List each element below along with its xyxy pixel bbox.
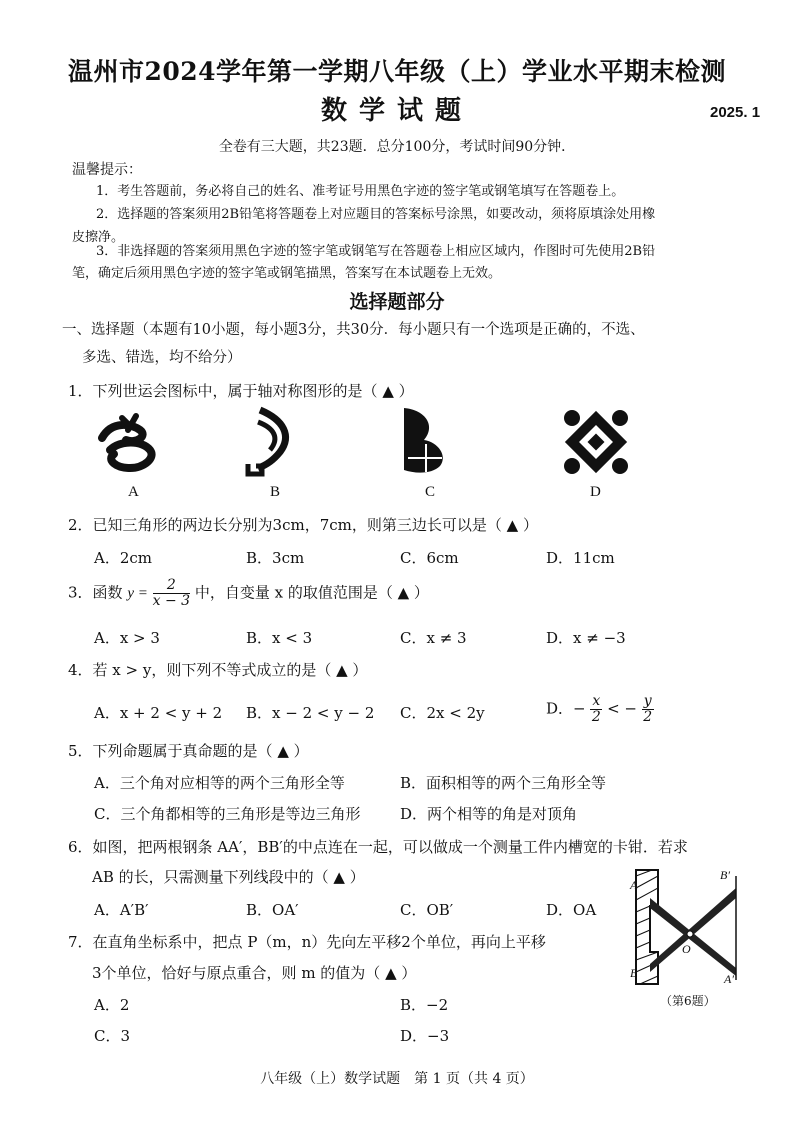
icon-option-c <box>396 404 456 476</box>
q5-option-b: B．面积相等的两个三角形全等 <box>400 774 607 792</box>
q4-optd-den2: 2 <box>643 709 653 725</box>
q2-option-d: D．11cm <box>546 549 615 567</box>
q4-optd-frac2 <box>642 694 654 725</box>
q2-option-a: A．2cm <box>94 549 153 567</box>
page-footer: 八年级（上）数学试题 第 1 页（共 4 页） <box>260 1071 534 1087</box>
question-6-line1: 6．如图，把两根钢条 AA′，BB′的中点连在一起，可以做成一个测量工件内槽宽的卡钳．若求 <box>68 838 688 856</box>
q3-option-c: C．x ≠ 3 <box>400 629 467 647</box>
tip-item-2: 2．选择题的答案须用2B铅笔将答题卷上对应题目的答案标号涂黑，如要改动，须将原填涂处用橡 <box>96 207 656 222</box>
q6-fig-label-o: O <box>682 942 691 956</box>
question-7-line2: 3个单位，恰好与原点重合，则 m 的值为（ ▲ ） <box>92 964 417 982</box>
tip-item-2-cont: 皮擦净。 <box>72 230 125 245</box>
q6-option-b: B．OA′ <box>246 901 299 919</box>
exam-date: 2025. 1 <box>710 104 761 121</box>
part-one-line1: 一、选择题（本题有10小题，每小题3分，共30分．每小题只有一个选项是正确的，不选、 <box>62 322 645 338</box>
q2-option-b: B．3cm <box>246 549 305 567</box>
question-3-stem <box>68 578 429 609</box>
tip-item-3-cont: 笔，确定后须用黑色字迹的签字笔或钢笔描黑，答案写在本试题卷上无效。 <box>72 266 502 281</box>
q2-option-c: C．6cm <box>400 549 459 567</box>
q5-option-a: A．三个角对应相等的两个三角形全等 <box>94 774 345 792</box>
q1-label-b: B <box>270 484 281 500</box>
section-title: 选择题部分 <box>349 291 445 313</box>
q4-optd-num1: x <box>592 693 601 709</box>
q6-fig-label-b-prime: B′ <box>720 868 730 882</box>
q4-optd-prefix: D．− <box>546 699 586 718</box>
icon-option-d <box>560 406 632 478</box>
q3-denominator: x − 3 <box>152 593 191 609</box>
q1-label-d: D <box>590 484 601 500</box>
q6-option-d: D．OA <box>546 901 597 919</box>
q3-stem-suffix: 中，自变量 x 的取值范围是（ ▲ ） <box>194 583 429 602</box>
q4-optd-num2: y <box>643 693 652 709</box>
question-7-line1: 7．在直角坐标系中，把点 P（m，n）先向左平移2个单位，再向上平移 <box>68 933 546 951</box>
q4-optd-mid: < − <box>607 699 637 718</box>
q5-option-c: C．三个角都相等的三角形是等边三角形 <box>94 805 361 823</box>
q1-label-c: C <box>425 484 436 500</box>
q4-optd-frac1 <box>590 694 602 725</box>
q3-fraction <box>153 578 190 609</box>
tip-item-3: 3．非选择题的答案须用黑色字迹的签字笔或钢笔写在答题卷上相应区域内，作图时可先使用2B铅 <box>96 244 656 259</box>
part-one-line2: 多选、错选，均不给分） <box>82 350 242 366</box>
q6-fig-label-a-prime: A′ <box>724 972 734 986</box>
question-1-stem: 1．下列世运会图标中，属于轴对称图形的是（ ▲ ） <box>68 382 414 400</box>
q3-option-a: A．x > 3 <box>94 629 160 647</box>
q3-option-d: D．x ≠ −3 <box>546 629 626 647</box>
q5-option-d: D．两个相等的角是对顶角 <box>400 805 578 823</box>
q1-label-a: A <box>128 484 139 500</box>
q6-fig-label-a: A <box>630 878 638 892</box>
q4-option-b: B．x − 2 < y − 2 <box>246 704 375 722</box>
exam-title: 温州市2024学年第一学期八年级（上）学业水平期末检测 <box>67 57 727 86</box>
q7-option-b: B．−2 <box>400 996 449 1014</box>
q6-figure-caption: （第6题） <box>660 994 716 1008</box>
q7-option-a: A．2 <box>94 996 130 1014</box>
question-6-line2: AB 的长，只需测量下列线段中的（ ▲ ） <box>92 868 365 886</box>
q4-option-d <box>546 694 654 725</box>
q3-option-b: B．x < 3 <box>246 629 313 647</box>
q7-option-c: C．3 <box>94 1027 131 1045</box>
q3-stem-prefix: 3．函数 <box>68 583 123 602</box>
q7-option-d: D．−3 <box>400 1027 450 1045</box>
q3-func-lhs: y = <box>127 585 148 602</box>
q4-option-c: C．2x < 2y <box>400 704 485 722</box>
q4-optd-den1: 2 <box>591 709 601 725</box>
exam-intro: 全卷有三大题，共23题．总分100分，考试时间90分钟． <box>218 139 576 155</box>
tip-item-1: 1．考生答题前，务必将自己的姓名、准考证号用黑色字迹的签字笔或钢笔填写在答题卷上。 <box>96 184 625 199</box>
tips-heading: 温馨提示： <box>72 162 142 178</box>
q4-option-a: A．x + 2 < y + 2 <box>94 704 223 722</box>
q3-numerator: 2 <box>153 578 190 594</box>
q6-option-c: C．OB′ <box>400 901 454 919</box>
q6-fig-label-b: B <box>630 966 638 980</box>
icon-option-a <box>92 410 162 480</box>
question-4-stem: 4．若 x > y，则下列不等式成立的是（ ▲ ） <box>68 661 368 679</box>
exam-subtitle: 数学试题 <box>320 96 473 126</box>
question-5-stem: 5．下列命题属于真命题的是（ ▲ ） <box>68 742 309 760</box>
icon-option-b <box>240 406 300 478</box>
q6-option-a: A．A′B′ <box>94 901 149 919</box>
question-2-stem: 2．已知三角形的两边长分别为3cm，7cm，则第三边长可以是（ ▲ ） <box>68 516 538 534</box>
